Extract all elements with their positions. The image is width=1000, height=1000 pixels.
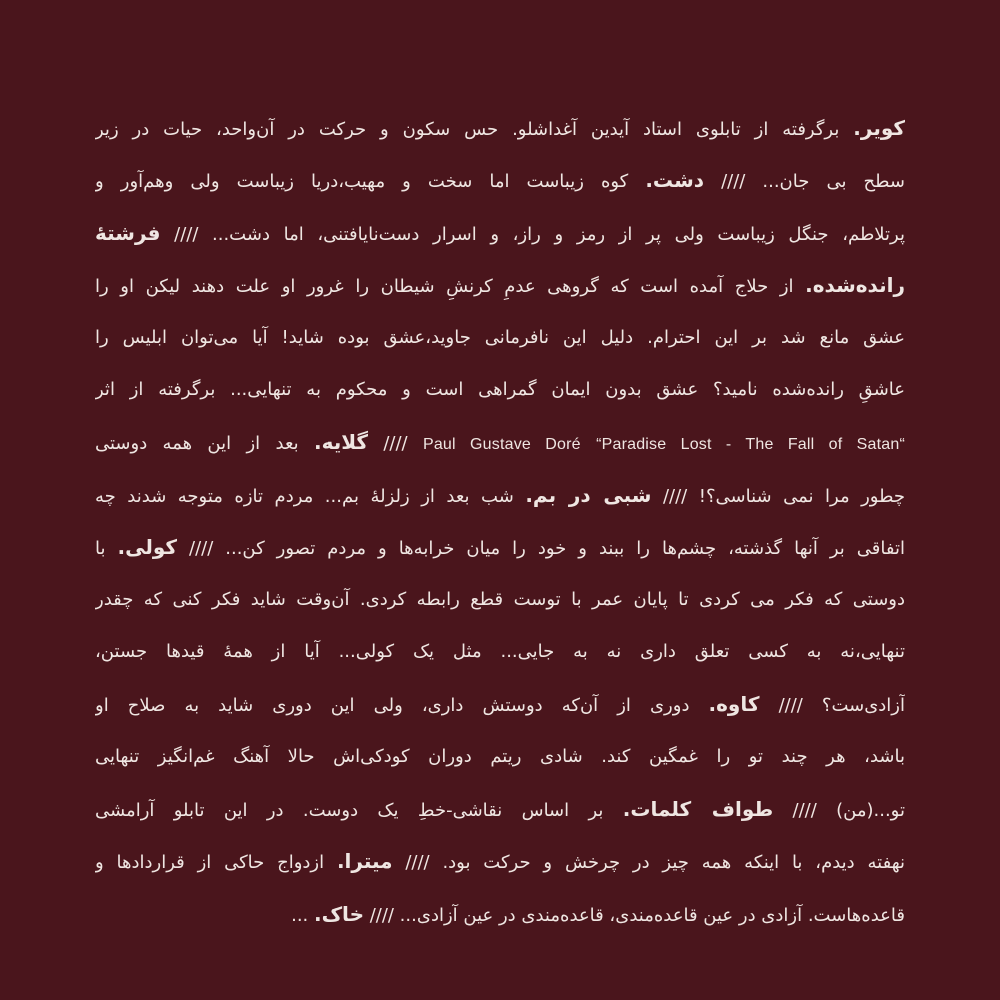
text-span: دوری از آن‌که دوستش داری، ولی این دوری شاید به صلاح او xyxy=(95,695,709,717)
text-span: اتفاقی بر آنها گذشته، چشم‌ها را ببند و خود را میان خرابه‌ها و مردم تصور کن... //// xyxy=(177,538,905,560)
text-span: چطور مرا نمی شناسی؟! //// xyxy=(651,485,905,507)
text-line xyxy=(95,835,905,887)
text-span: نهفته دیدم، با اینکه همه چیز در چرخش و حرکت بود. //// xyxy=(392,852,905,874)
text-span: تو...(من) //// xyxy=(773,800,905,822)
section-title: خاک. xyxy=(313,901,364,926)
text-span: دوستی که فکر می کردی تا پایان عمر با توست قطع رابطه کردی. آن‌وقت شاید فکر کنی که چقدر xyxy=(95,588,905,610)
text-line xyxy=(95,364,905,416)
section-title: گلایه. xyxy=(313,430,369,455)
section-title: دشت. xyxy=(645,168,705,193)
text-line xyxy=(95,783,905,835)
text-span: عشق مانع شد بر این احترام. دلیل این نافرمانی جاوید،عشق بوده شاید! آیا می‌توان ابلیس را xyxy=(95,326,905,348)
text-span: آزادی‌ست؟ //// xyxy=(759,695,905,717)
text-line xyxy=(95,416,905,468)
text-block xyxy=(95,102,905,940)
latin-text: Paul Gustave Doré xyxy=(422,436,581,454)
text-line xyxy=(95,259,905,311)
text-span: بر اساس نقاشی-خطِ یک دوست. در این تابلو آرامشی xyxy=(95,800,623,822)
text-span: بعد از این همه دوستی xyxy=(95,433,314,455)
text-span: ازدواج حاکی از قراردادها و xyxy=(95,852,337,874)
text-line xyxy=(95,102,905,154)
text-span: سطح بی جان... //// xyxy=(704,171,905,193)
text-line xyxy=(95,312,905,364)
text-line xyxy=(95,154,905,206)
text-span: ... xyxy=(291,904,314,926)
text-line xyxy=(95,626,905,678)
section-title: کویر. xyxy=(853,116,905,140)
text-span: پرتلاطم، جنگل زیباست ولی پر از رمز و راز، و اسرار دست‌نایافتنی، اما دشت... //// xyxy=(160,223,905,245)
text-span: عاشقِ رانده‌شده نامید؟ عشق بدون ایمان گمراهی است و محکوم به تنهایی... برگرفته از اثر xyxy=(95,378,905,400)
text-line xyxy=(95,731,905,783)
text-span: تنهایی،نه به کسی تعلق داری نه به جایی... مثل یک کولی... آیا از همۀ قیدها جستن، xyxy=(95,640,905,662)
text-line xyxy=(95,888,905,940)
text-span: با xyxy=(95,538,118,560)
text-line xyxy=(95,207,905,259)
section-title: کولی. xyxy=(117,535,178,560)
section-title: شبی در بم. xyxy=(525,482,652,507)
text-span: شب بعد از زلزلۀ بم... مردم تازه متوجه شدند چه xyxy=(95,485,526,507)
text-span: باشد، هر چند تو را غمگین کند. شادی ریتم دوران کودکی‌اش حالا آهنگ غم‌انگیز تنهایی xyxy=(95,745,905,767)
section-title: رانده‌شده. xyxy=(805,273,905,298)
text-span: //// xyxy=(368,433,423,455)
section-title: میترا. xyxy=(336,849,393,874)
section-title: کاوه. xyxy=(708,692,760,717)
text-line xyxy=(95,521,905,573)
section-title: فرشتۀ xyxy=(95,220,161,245)
section-title: طواف کلمات. xyxy=(622,797,774,822)
text-span: قاعده‌هاست. آزادی در عین قاعده‌مندی، قاعده‌مندی در عین آزادی... //// xyxy=(363,904,905,926)
text-line xyxy=(95,469,905,521)
text-span: کوه زیباست اما سخت و مهیب،دریا زیباست ولی وهم‌آور و xyxy=(95,171,646,193)
text-span: از حلاج آمده است که گروهی عدمِ کرنشِ شیطان را غرور او علت دهند لیکن او را xyxy=(95,276,806,298)
latin-text: “Paradise Lost - The Fall of Satan“ xyxy=(596,436,905,454)
text-line xyxy=(95,678,905,730)
text-span xyxy=(581,433,596,454)
text-line xyxy=(95,574,905,626)
text-span: برگرفته از تابلوی استاد آیدین آغداشلو. حس سکون و حرکت در آن‌واحد، حیات در زیر xyxy=(95,119,854,140)
